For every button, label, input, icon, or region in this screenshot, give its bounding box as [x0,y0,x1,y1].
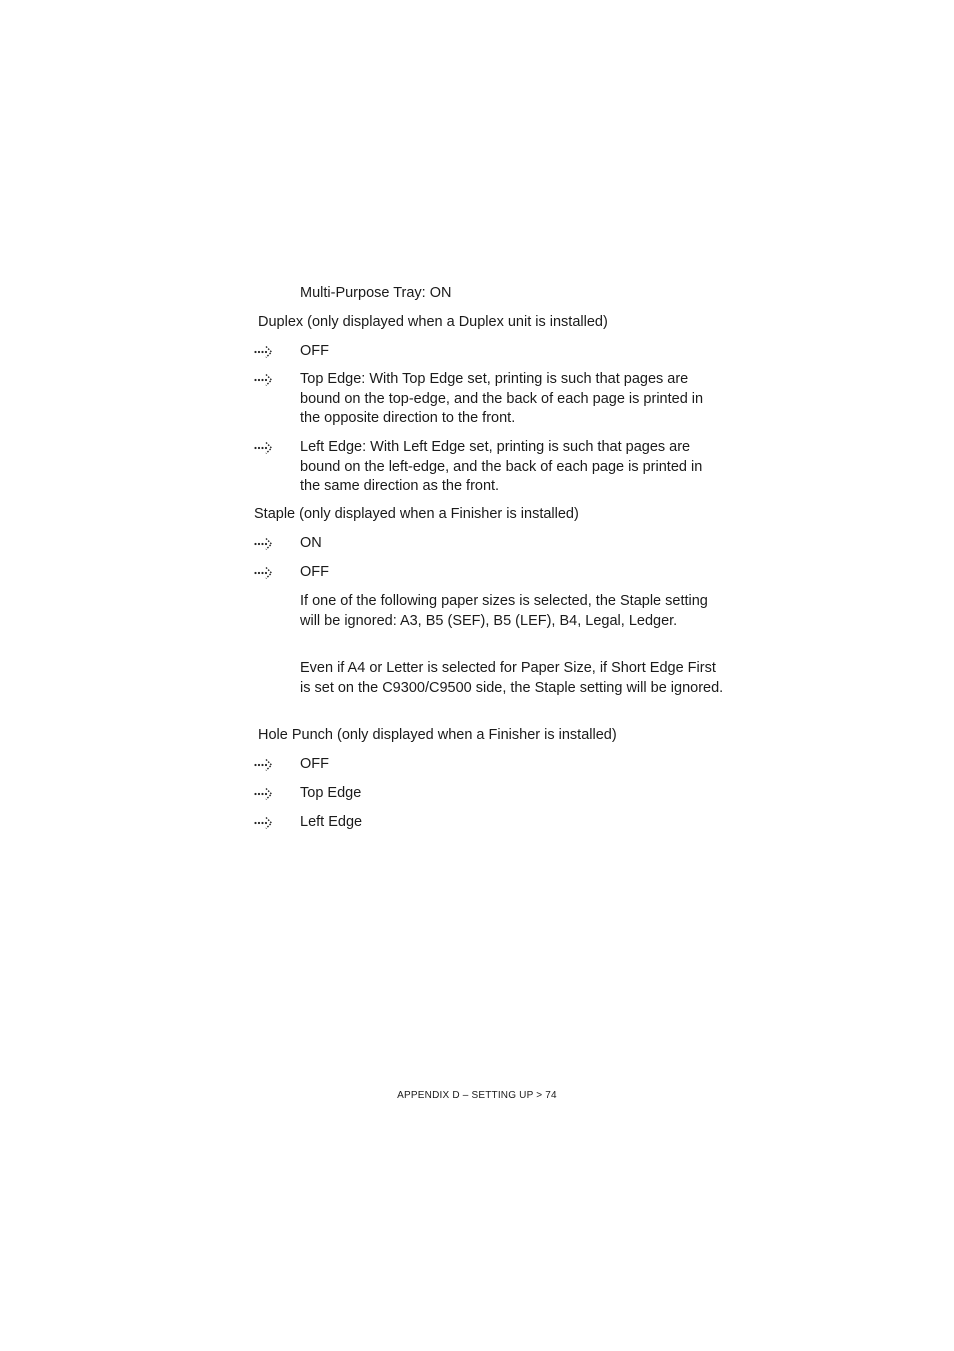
staple-option-on: ON [300,535,322,551]
dotted-arrow-icon [254,787,276,801]
page-footer: APPENDIX D – SETTING UP > 74 [397,1090,557,1101]
staple-option-off: OFF [300,564,329,580]
dotted-arrow-icon [254,537,276,551]
staple-note-paper-sizes: If one of the following paper sizes is selected, the Staple setting will be ignored: A3, B5 (SEF), B5 (LEF), B4, Legal, Ledger. [300,593,708,629]
duplex-option-off: OFF [300,343,329,359]
multi-purpose-tray-setting: Multi-Purpose Tray: ON [300,285,452,301]
hole-punch-heading: Hole Punch (only displayed when a Finisher is installed) [258,727,617,743]
dotted-arrow-icon [254,758,276,772]
dotted-arrow-icon [254,373,276,387]
duplex-option-top-edge: Top Edge: With Top Edge set, printing is such that pages are bound on the top-edge, and the back of each page is printed in the opposite direction to the front. [300,371,704,426]
dotted-arrow-icon [254,816,276,830]
dotted-arrow-icon [254,345,276,359]
hole-punch-option-off: OFF [300,756,329,772]
staple-heading: Staple (only displayed when a Finisher is installed) [254,506,579,522]
staple-note-short-edge-first: Even if A4 or Letter is selected for Paper Size, if Short Edge First is set on the C9300/C9500 side, the Staple setting will be ignored. [300,660,724,696]
hole-punch-option-top-edge: Top Edge [300,785,362,801]
duplex-option-left-edge: Left Edge: With Left Edge set, printing is such that pages are bound on the left-edge, and the back of each page is printed in the same direction as the front. [300,439,703,494]
dotted-arrow-icon [254,566,276,580]
duplex-heading: Duplex (only displayed when a Duplex unit is installed) [258,314,608,330]
hole-punch-option-left-edge: Left Edge [300,814,363,830]
dotted-arrow-icon [254,441,276,455]
